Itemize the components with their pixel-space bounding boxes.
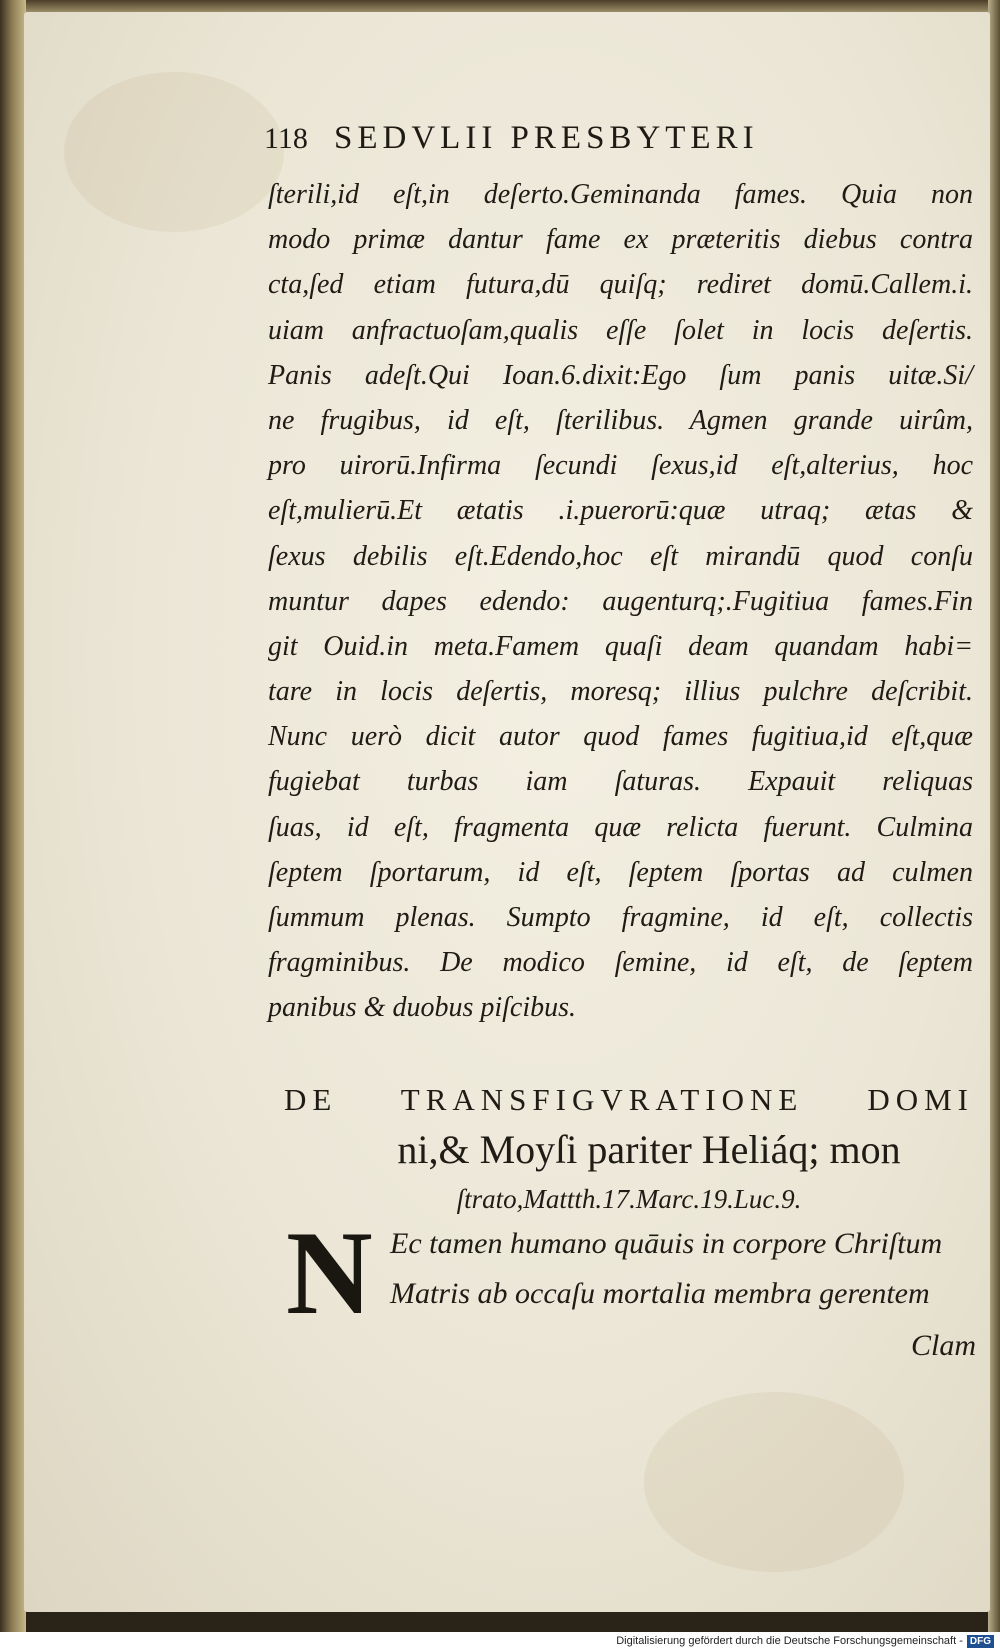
commentary-line: ſexus debilis eſt.Edendo,hoc eſt mirandū quod conſu [268,540,973,572]
book-spine-edge [0,0,26,1650]
commentary-line: Panis adeſt.Qui Ioan.6.dixit:Ego ſum panis uitæ.Si/ [268,359,973,391]
verse-line: Ec tamen humano quāuis in corpore Chriſtum [390,1227,943,1260]
commentary-line: uiam anfractuoſam,qualis eſſe ſolet in locis deſertis. [268,314,973,346]
commentary-line: ſeptem ſportarum, id eſt, ſeptem ſportas ad culmen [268,856,973,888]
commentary-line: muntur dapes edendo: augenturq;.Fugitiua fames.Fin [268,585,973,617]
section-heading [284,1078,974,1220]
commentary-line: fugiebat turbas iam ſaturas. Expauit reliquas [268,766,973,798]
commentary-line: ſuas, id eſt, fragmenta quæ relicta fuerunt. Culmina [268,811,973,843]
heading-reference: ſtrato,Mattth.17.Marc.19.Luc.9. [456,1184,802,1214]
commentary-line: ſummum plenas. Sumpto fragmine, id eſt, collectis [268,902,973,933]
commentary-line: pro uirorū.Infirma ſecundi ſexus,id eſt,alterius, hoc [268,450,973,482]
commentary-line: modo primæ dantur fame ex præteritis diebus contra [268,224,973,256]
commentary-line: cta,ſed etiam futura,dū quiſq; rediret domū.Callem.i. [268,269,973,301]
commentary-line: eſt,mulierū.Et ætatis .i.puerorū:quæ utraq; ætas & [268,495,973,527]
verse-line: Matris ab occaſu mortalia membra gerentem [390,1277,930,1310]
funding-credit: Digitalisierung gefördert durch die Deutsche Forschungsgemeinschaft - [616,1635,963,1647]
commentary-line: ſterili,id eſt,in deſerto.Geminanda fames. Quia non [268,179,973,210]
commentary-line: tare in locis deſertis, moresq; illius pulchre deſcribit. [268,676,973,708]
commentary-line: Nunc uerò dicit autor quod fames fugitiua,id eſt,quæ [268,721,973,753]
commentary-line: panibus & duobus piſcibus. [268,992,577,1024]
dfg-logo: DFG [967,1635,994,1648]
commentary-line: ne frugibus, id eſt, ſterilibus. Agmen grande uirûm, [268,404,973,436]
heading-line: DE TRANSFIGVRATIONE DOMI [284,1082,974,1117]
commentary-line: fragminibus. De modico ſemine, id eſt, de ſeptem [268,947,973,979]
catchword: Clam [910,1329,976,1362]
commentary-text [268,172,973,1031]
running-header [264,120,884,160]
verse-block [286,1206,976,1362]
commentary-line: git Ouid.in meta.Famem quaſi deam quandam habi= [268,630,973,662]
running-title: SEDVLII PRESBYTERI [334,120,759,156]
page-number: 118 [264,122,308,155]
page-stain [64,72,284,232]
page-stain [644,1392,904,1572]
heading-line: ni,& Moyſi pariter Heliáq; mon [397,1127,901,1172]
digitization-footer [0,1632,1000,1650]
drop-cap-initial: N [286,1206,373,1339]
